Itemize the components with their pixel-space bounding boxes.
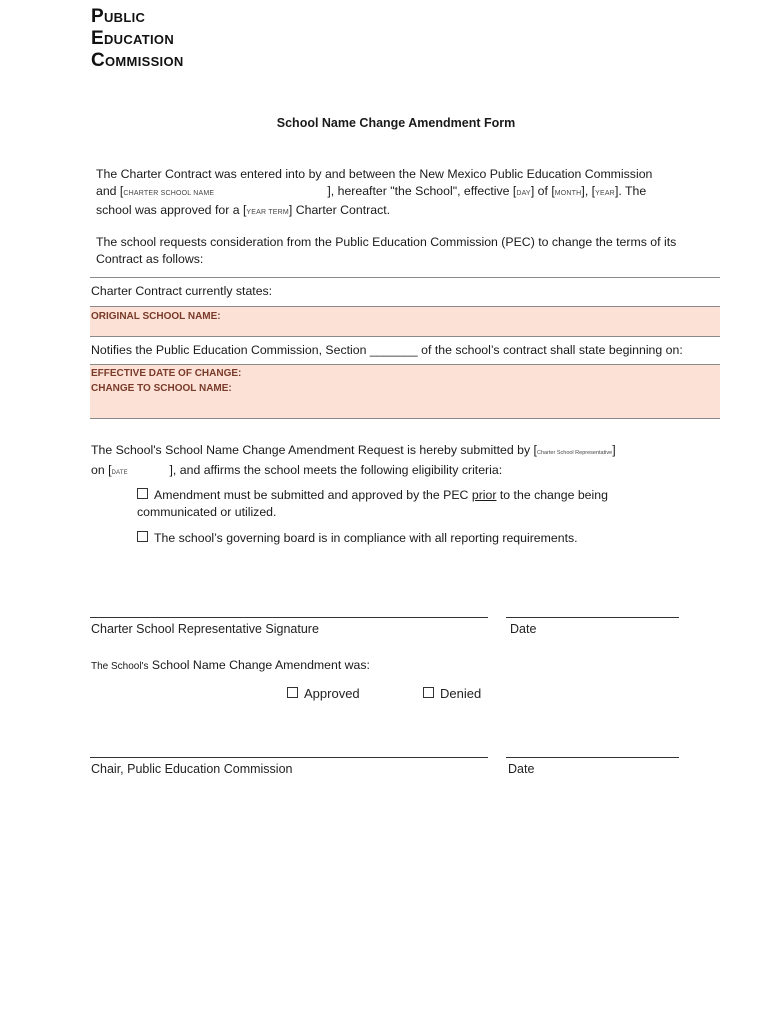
- divider: [90, 277, 720, 278]
- logo-line-3: Commission: [91, 50, 184, 71]
- result-text: [91, 658, 370, 672]
- submission-text: The School's School Name Change Amendment Request is hereby submitted by [: [91, 443, 537, 457]
- rep-date-label: Date: [510, 622, 537, 636]
- intro-comma: ], [: [581, 184, 596, 198]
- intro-and: and [: [96, 184, 124, 198]
- charter-school-name-field[interactable]: CHARTER SCHOOL NAME: [123, 190, 215, 197]
- criteria-1-checkbox[interactable]: [137, 488, 148, 499]
- chair-signature-label: Chair, Public Education Commission: [91, 762, 293, 776]
- result-text-main: School Name Change Amendment was:: [148, 658, 370, 672]
- intro-hereafter: ], hereafter "the School", effective [: [327, 184, 517, 198]
- submission-paragraph: [91, 442, 731, 482]
- submission-on: on [: [91, 463, 112, 477]
- change-fields-box[interactable]: [90, 364, 720, 419]
- form-title: School Name Change Amendment Form: [276, 116, 516, 130]
- intro-the: ]. The: [614, 184, 647, 198]
- rep-signature-label: Charter School Representative Signature: [91, 622, 319, 636]
- denied-option[interactable]: [423, 686, 481, 701]
- chair-date-line[interactable]: [506, 757, 679, 758]
- year-field[interactable]: YEAR: [595, 190, 615, 197]
- logo-line-2: Education: [91, 28, 175, 49]
- criteria-item-2: [137, 530, 657, 547]
- month-field[interactable]: MONTH: [554, 190, 582, 197]
- criteria-item-1: [137, 487, 657, 521]
- notifies-text: Notifies the Public Education Commission, Section _______ of the school’s contract shall state beginning on:: [91, 343, 683, 357]
- effective-date-label: EFFECTIVE DATE OF CHANGE:: [91, 368, 242, 379]
- currently-states-label: Charter Contract currently states:: [91, 284, 273, 298]
- chair-date-label: Date: [508, 762, 535, 776]
- chair-signature-line[interactable]: [90, 757, 488, 758]
- criteria-2-text: The school’s governing board is in compliance with all reporting requirements.: [154, 531, 578, 545]
- rep-signature-line[interactable]: [90, 617, 488, 618]
- denied-label: Denied: [440, 686, 482, 701]
- change-to-school-name-label: CHANGE TO SCHOOL NAME:: [91, 383, 232, 394]
- approved-option[interactable]: [287, 686, 360, 701]
- year-term-field[interactable]: YEAR TERM: [246, 209, 289, 216]
- intro-approved-for: school was approved for a [: [96, 203, 247, 217]
- intro-charter-contract: ] Charter Contract.: [288, 203, 391, 217]
- day-field[interactable]: DAY: [516, 190, 531, 197]
- criteria-1-text-end: to the change being communicated or utilized.: [137, 488, 608, 519]
- result-prefix: The School's: [91, 661, 149, 672]
- rep-date-line[interactable]: [506, 617, 679, 618]
- pec-logo: [91, 6, 184, 72]
- criteria-1-prior: prior: [471, 488, 497, 502]
- submission-affirms: ], and affirms the school meets the following eligibility criteria:: [169, 463, 503, 477]
- intro-line-1: The Charter Contract was entered into by and between the New Mexico Public Education Commission: [96, 167, 653, 181]
- approved-checkbox[interactable]: [287, 687, 298, 698]
- submission-bracket: ]: [612, 443, 616, 457]
- denied-checkbox[interactable]: [423, 687, 434, 698]
- criteria-2-checkbox[interactable]: [137, 531, 148, 542]
- original-school-name-label: ORIGINAL SCHOOL NAME:: [91, 311, 221, 322]
- intro-of: ] of [: [530, 184, 555, 198]
- logo-line-1: Public: [91, 6, 146, 27]
- criteria-1-text: Amendment must be submitted and approved by the PEC: [154, 488, 472, 502]
- approved-label: Approved: [304, 686, 360, 701]
- original-school-name-field[interactable]: [90, 306, 720, 337]
- intro-paragraph: [96, 166, 696, 221]
- representative-field[interactable]: Charter School Representative: [536, 450, 613, 456]
- date-field[interactable]: DATE: [111, 470, 128, 476]
- request-paragraph: The school requests consideration from the Public Education Commission (PEC) to change the terms of its Contract as follows:: [96, 235, 677, 266]
